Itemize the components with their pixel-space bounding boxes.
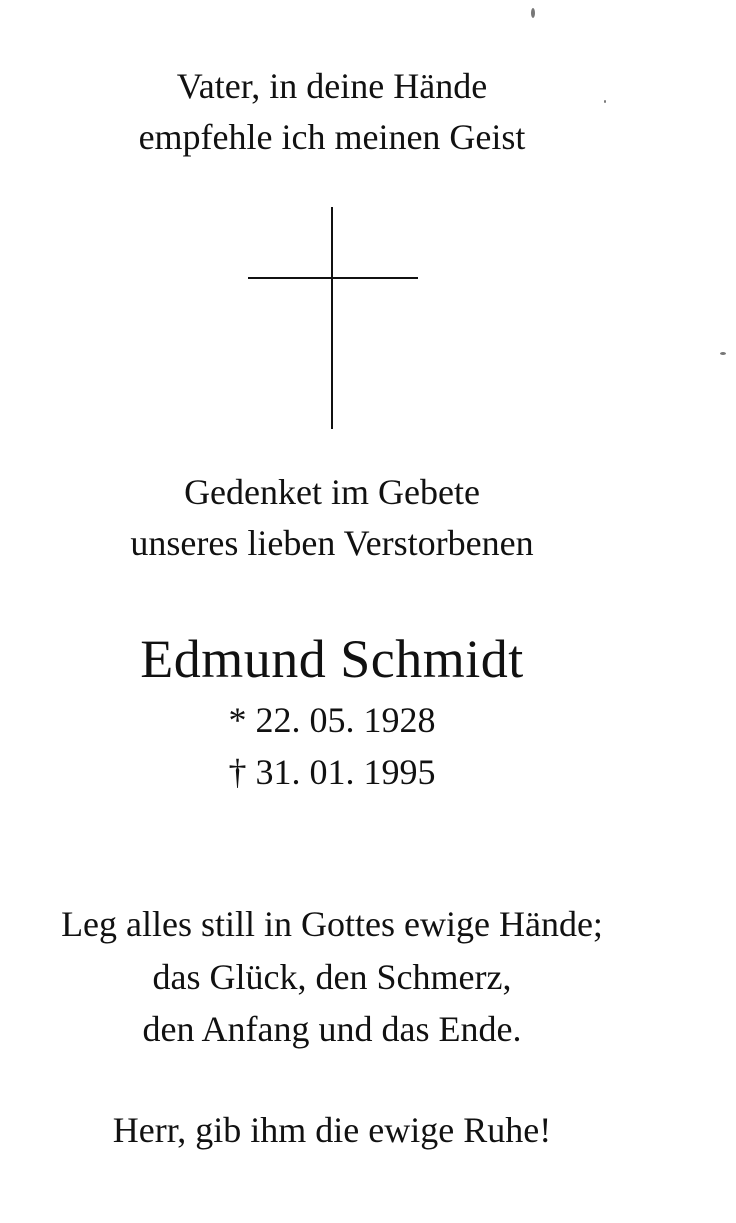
closing-verse-line-1: Leg alles still in Gottes ewige Hände; [61,904,603,944]
deceased-name: Edmund Schmidt [140,629,524,689]
invocation-line-2: unseres lieben Verstorbenen [130,523,534,563]
prayer-line: Herr, gib ihm die ewige Ruhe! [112,1110,552,1150]
scan-speck [720,352,726,355]
closing-verse-line-2: das Glück, den Schmerz, [152,957,512,997]
opening-verse-line-1: Vater, in deine Hände [176,66,488,106]
opening-verse-line-2: empfehle ich meinen Geist [138,117,526,157]
scan-speck [604,100,606,103]
closing-verse-line-3: den Anfang und das Ende. [142,1009,522,1049]
birth-date: * 22. 05. 1928 [228,700,436,740]
death-date: † 31. 01. 1995 [228,752,436,792]
cross-icon [248,207,418,429]
scan-speck [531,8,535,18]
invocation-line-1: Gedenket im Gebete [184,472,480,512]
